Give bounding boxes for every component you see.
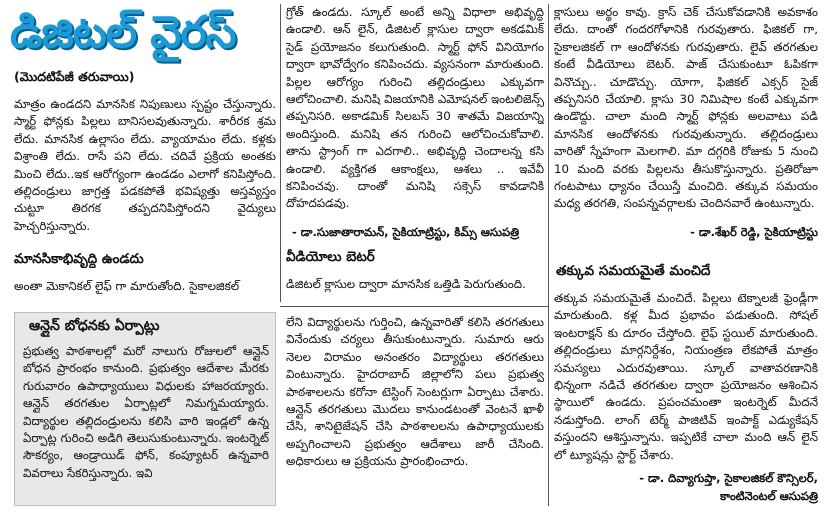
headline: డిజిటల్ వైరస్	[10, 7, 236, 58]
col2-byline: - డా.సుజాతారామన్, సైకియాట్రిస్టు, కిమ్స్ ఆసుపత్రి	[292, 225, 520, 239]
column-rule-1	[280, 4, 281, 302]
column-rule-h	[280, 306, 548, 307]
continued-label: (మొదటిపేజీ తరువాయి)	[14, 69, 135, 84]
col1-subhead: మానసికాభివృద్ధి ఉండదు	[14, 251, 144, 267]
col1-paragraph-1: మాత్రం ఉండదని మానసిక నిపుణులు స్పష్టం చేస్తున్నారు. స్మార్ట్ ఫోన్లకు పిల్లలు బానిసలవుతున్నారు. శారీరక శ్రమ లేదు. మానసిక ఉల్లాసం లేదు. వ్యాయామం లేదు. కళ్లకు విశ్రాంతి లేదు. రాసే పని లేదు. చదివే ప్రక్రియ అంతకు మించి లేదు..ఇక ఆరోగ్యంగా ఉండడం ఎలాగో కనిపిస్తోంది. తల్లిదండ్రులు జాగ్రత్త పడకపోతే భవిష్యత్తు అస్తవ్యస్తం చుట్టూ తిరగక తప్పదనిపిస్తోందని వైద్యులు హెచ్చరిస్తున్నారు.	[14, 97, 276, 233]
col3-subhead: తక్కువ సమయమైతే మంచిదే	[556, 263, 711, 279]
col2-paragraph-2: డిజిటల్ క్లాసుల ద్వారా మానసిక ఒత్తిడి పెరుగుతుంది.	[286, 277, 526, 291]
col3-byline: - డా.శేఖర్ రెడ్డి, సైకియాట్రిస్టు	[690, 225, 818, 239]
column-rule-2	[548, 4, 549, 506]
col3-paragraph-2: తక్కువ సమయమైతే మంచిదే. పిల్లలు టెక్నాలజీ ఫ్రెండ్లీగా మారుతుంది. కళ్ల మీద ప్రభావం పడుతుంది. సోషల్ ఇంటరాక్షన్ కు దూరం చేస్తోంది. లైఫ్ స్టయిల్ మారుతుంది. తల్లిదండ్రులు మార్గనిర్దేశం, నియంత్రణ లేకపోతే మాత్రం సమస్యలు ఎదురవుతాయి. స్కూల్ వాతావరణానికి భిన్నంగా నడిచే తరగతుల ద్వారా ప్రయోజనం ఆశించిన స్థాయిలో ఉండదు. ప్రపంచమంతా ఇంటర్నెట్ మీదనే నడుస్తోంది. లాంగ్ టెర్మ్ పాజిటివ్ ఇంపాక్ట్ ఎడ్యుకేషన్ వస్తుందని ఆశిస్తున్నాను. ఇప్పటికే చాలా మంది ఆన్ లైన్ లో ట్యూషన్లు స్టార్ట్ చేశారు.	[554, 291, 818, 462]
col3-byline-line-2: కాంటినెంటల్ ఆసుపత్రి	[720, 489, 818, 503]
box-headline: ఆన్లైన్ బోధనకు ఏర్పాట్లు	[29, 318, 160, 334]
col1-paragraph-2: అంతా మెకానికల్ లైఫ్ గా మారుతోంది. సైకాలజికల్	[14, 279, 240, 293]
col2-paragraph-1: గ్రోత్ ఉండదు. స్కూల్ అంటే అన్ని విధాలా అభివృద్ధి ఉండాలి. ఆన్ లైన్, డిజిటల్ క్లాసుల ద్వారా అకడమిక్ సైడ్ ప్రయోజనం కలుగుతుంది. స్మార్ట్ ఫోన్ వినియోగం ద్వారా భావోద్వేగం కనిపించదు. వ్యసనంగా మారుతుంది. పిల్లల ఆరోగ్యం గురించి తల్లిదండ్రులు ఎక్కువగా ఆలోచించాలి. మనిషి విజయానికి ఎమోషనల్ ఇంటలిజెన్స్ తప్పనిసరి. అకాడమిక్ సిలబస్ 30 శాతమే విజయాన్ని అందిస్తుంది. మనిషి తన గురించి ఆలోచించుకోవాలి. తాను స్ట్రాంగ్ గా ఎదగాలి.. అభివృద్ధి చెందాలన్న కసి ఉండాలి. వ్యక్తిగత ఆకాంక్షలు, ఆశలు .. ఇవేవీ కనిపించవు. దాంతో మనిషి సక్సెస్ కావడానికి దోహదపడవు.	[286, 5, 544, 211]
box-text: ప్రభుత్వ పాఠశాలల్లో మరో నాలుగు రోజులలో ఆన్లైన్ బోధన ప్రారంభం కానుంది. ప్రభుత్వం ఆదేశాల మేరకు గురువారం ఉపాధ్యాయులు విధులకు హాజరయ్యారు. ఆన్లైన్ తరగతుల ఏర్పాట్లలో నిమగ్నమయ్యారు. విద్యార్థుల తల్లిదండ్రులను కలిసి వారి ఇండ్లలో ఉన్న ఏర్పాట్ల గురించి అడిగి తెలుసుకుంటున్నారు. ఇంటర్నెట్ సౌకర్యం, ఆండ్రాయిడ్ ఫోన్, కంప్యూటర్ ఉన్నవారి వివరాలు సేకరిస్తున్నారు. ఇవి	[23, 344, 269, 480]
col3-paragraph-1: క్లాసులు అర్థం కావు. క్రాస్ చెక్ చేసుకోవడానికి అవకాశం లేదు. దాంతో గందరగోళానికి గురవుతారు. ఫిజికల్ గా, సైకాలజికల్ గా ఆందోళనకు గురవుతారు. లైవ్ తరగతుల కంటే వీడియోలు బెటర్. పాజ్ చేసుకుంటూ ఓపికగా వినొచ్చు.. చూడొచ్చు. యోగా, ఫిజికల్ ఎక్సర్ సైజ్ తప్పనిసరి చేయాలి. క్లాసు 30 నిమిషాల కంటే ఎక్కువగా ఉండొద్దు. చాలా మంది స్మార్ట్ ఫోన్లకు అలవాటు పడి మానసిక ఆందోళనకు గురవుతున్నారు. తల్లిదండ్రులు వారితో స్నేహంగా మెలగాలి. మా దగ్గరికి రోజుకు 5 నుంచి 10 మంది వరకు పిల్లలను తీసుకొస్తున్నారు. ప్రతిరోజూ గంటపాటు ధ్యానం చేయిస్తే మంచిది. తక్కువ సమయం మధ్య తరగతి, సంపన్నవర్గాలకు చెందినవారే ఉంటున్నారు.	[554, 5, 818, 211]
online-teaching-box	[14, 312, 276, 506]
col2-paragraph-3: లేని విద్యార్థులను గుర్తించి, ఉన్నవారితో కలిసి తరగతులు వినేందుకు చర్యలు తీసుకుంటున్నారు. సుమారు ఆరు నెలల విరామం అనంతరం విద్యార్థులు తరగతులు వింటున్నారు. హైదరాబాద్ జిల్లాలోని పలు ప్రభుత్వ పాఠశాలలను కరోనా టెస్టింగ్ సెంటర్లుగా ఏర్పాటు చేశారు. ఆన్లైన్ తరగతులు మొదలు కానుండటంతో వెంటనే ఖాళీ చేసి, శానిటైజేషన్ చేసి పాఠశాలలను ఉపాధ్యాయులకు అప్పగించాలని ప్రభుత్వం ఆదేశాలు జారీ చేసింది. అధికారులు ఆ ప్రక్రియను ప్రారంభించారు.	[286, 315, 544, 469]
col2-subhead: వీడియోలు బెటర్	[286, 249, 375, 265]
col3-byline-line-1: - డా. దివ్యాగుప్తా, సైకాలజికల్ కౌన్సిలర్,	[639, 471, 818, 485]
